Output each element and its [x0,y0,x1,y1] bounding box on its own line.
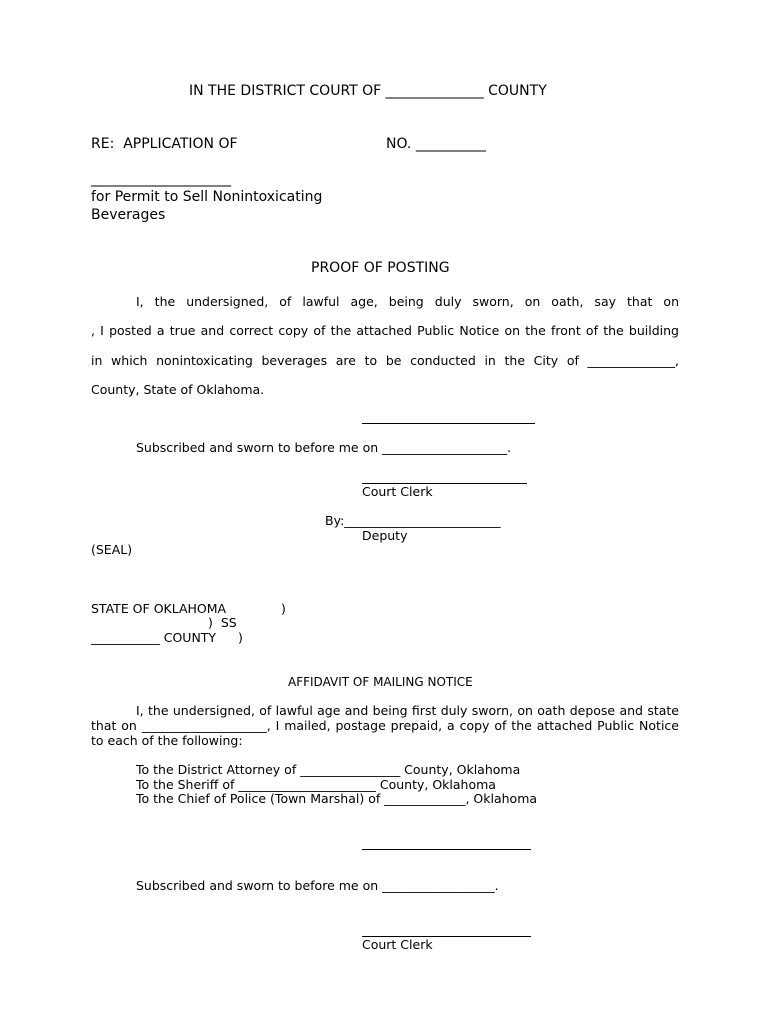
applicant-name-blank: ____________________ [91,171,231,187]
permit-description-line2: Beverages [91,207,166,223]
court-clerk-label: Court Clerk [362,484,433,499]
permit-description-line1: for Permit to Sell Nonintoxicating [91,189,323,205]
proof-line-1: I, the undersigned, of lawful age, being duly sworn, on oath, say that on [136,294,679,309]
deputy-by-line: By:_________________________ [325,513,501,528]
deputy-label: Deputy [362,528,408,543]
proof-of-posting-title: PROOF OF POSTING [311,260,450,276]
court-title: IN THE DISTRICT COURT OF ______________ COUNTY [189,83,547,99]
affidavit-paragraph: I, the undersigned, of lawful age and being first duly sworn, on oath depose and state that on ____________________, I mailed, postage prepaid, a copy of the attached Public Notice to each of the following: [91,703,679,748]
proof-line-4: County, State of Oklahoma. [91,382,265,397]
mailing-court-clerk-label: Court Clerk [362,937,433,952]
venue-county: ___________ COUNTY [91,630,217,645]
venue-ss: ) SS [208,615,237,630]
proof-line-3: in which nonintoxicating beverages are to be conducted in the City of ______________, [91,353,679,368]
venue-bracket-1: ) [281,601,286,616]
seal-label: (SEAL) [91,542,133,557]
venue-state: STATE OF OKLAHOMA [91,601,227,616]
recipient-district-attorney: To the District Attorney of ________________ County, Oklahoma [136,762,521,777]
recipient-sheriff: To the Sheriff of ______________________ County, Oklahoma [136,777,496,792]
case-number: NO. __________ [386,136,486,152]
re-application-label: RE: APPLICATION OF [91,136,238,152]
proof-line-2: , I posted a true and correct copy of the attached Public Notice on the front of the building [91,323,679,338]
recipient-chief-of-police: To the Chief of Police (Town Marshal) of _____________, Oklahoma [136,791,538,806]
posting-signature-line [362,423,535,424]
venue-bracket-3: ) [238,630,243,645]
affidavit-title: AFFIDAVIT OF MAILING NOTICE [288,675,473,689]
mailing-signature-line [362,849,531,850]
posting-subscribed-line: Subscribed and sworn to before me on ____________________. [136,440,512,455]
mailing-subscribed-line: Subscribed and sworn to before me on __________________. [136,878,499,893]
